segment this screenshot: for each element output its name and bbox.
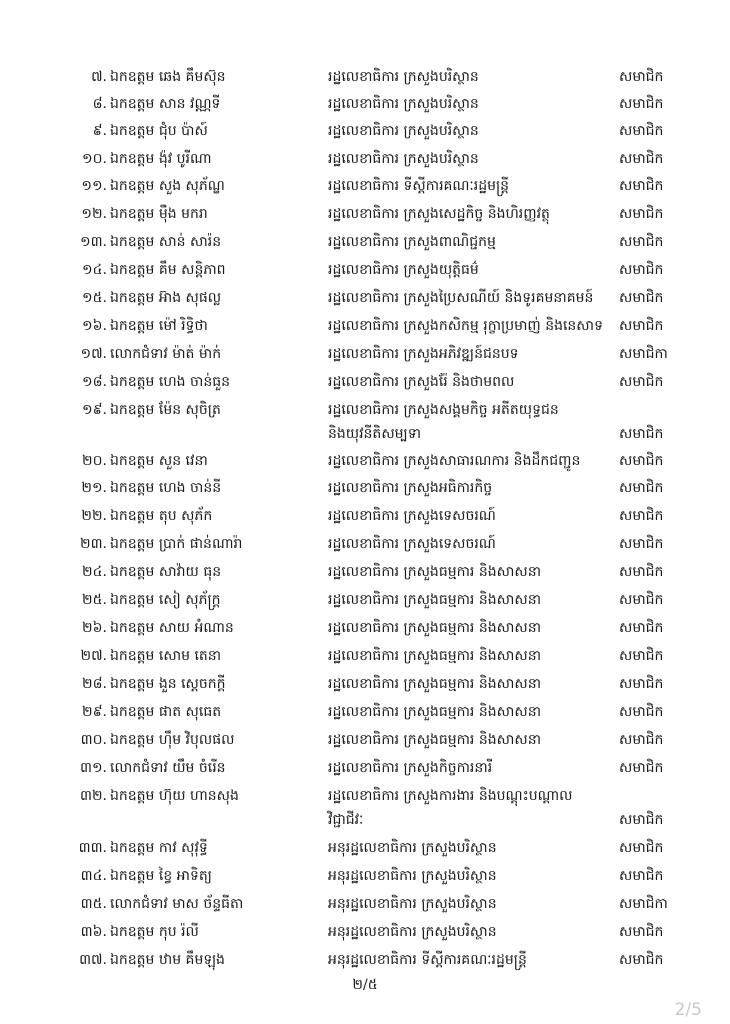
member-position: រដ្ឋលេខាធិការ ក្រសួងរ៉ែ និងថាមពល <box>328 374 515 390</box>
item-number: ១៧. <box>80 346 107 362</box>
list-item <box>0 173 730 199</box>
member-name: ឯកឧត្តម ឆេង គឹមស៊ុន <box>110 69 226 85</box>
member-status: សមាជិក <box>619 426 664 442</box>
item-number: ២៨. <box>82 676 107 692</box>
member-status: សមាជិក <box>619 480 664 496</box>
member-name: ឯកឧត្តម តុប សុភ័ក <box>110 508 213 524</box>
member-position: អនុរដ្ឋលេខាធិការ ទីស្តីការគណៈរដ្ឋមន្ត្រី <box>328 952 527 968</box>
list-item <box>0 919 730 945</box>
list-item <box>0 285 730 311</box>
member-name: ឯកឧត្តម សាន វណ្ណទី <box>110 96 221 112</box>
page-number: ២/៥ <box>352 977 378 993</box>
item-number: ៩. <box>92 123 107 139</box>
list-item <box>0 783 730 809</box>
item-number: ៣៧. <box>79 952 107 968</box>
item-number: ១៤. <box>82 262 107 278</box>
item-number: ៣០. <box>80 732 107 748</box>
member-name: ឯកឧត្តម ង៉ុវ បូរីណា <box>110 151 212 167</box>
member-position: រដ្ឋលេខាធិការ ក្រសួងធម្មការ និងសាសនា <box>328 592 542 608</box>
member-name: លោកជំទាវ មាស ច័ន្ទធីតា <box>110 896 244 912</box>
item-number: ៣២. <box>79 788 107 804</box>
member-status: សមាជិក <box>619 840 664 856</box>
member-position: រដ្ឋលេខាធិការ ក្រសួងសេដ្ឋកិច្ច និងហិរញ្ញវត្ថុ <box>328 206 550 222</box>
member-position: អនុរដ្ឋលេខាធិការ ក្រសួងបរិស្ថាន <box>328 868 497 884</box>
list-item <box>0 699 730 725</box>
member-position: រដ្ឋលេខាធិការ ក្រសួងបរិស្ថាន <box>328 69 479 85</box>
item-number: ៣៦. <box>80 924 107 940</box>
list-item <box>0 341 730 367</box>
member-position: រដ្ឋលេខាធិការ ក្រសួងទេសចរណ៍ <box>328 536 496 552</box>
item-number: ២០. <box>82 453 107 469</box>
member-position: អនុរដ្ឋលេខាធិការ ក្រសួងបរិស្ថាន <box>328 840 497 856</box>
member-status: សមាជិក <box>619 374 664 390</box>
member-name: ឯកឧត្តម សោម តេនា <box>110 648 222 664</box>
member-name: ឯកឧត្តម ប្រាក់ ផាន់ណារ៉ា <box>110 536 243 552</box>
member-status: សមាជិក <box>619 96 664 112</box>
list-item <box>0 313 730 339</box>
list-item <box>0 531 730 557</box>
member-name: ឯកឧត្តម ខ្វៃ អាទិត្យ <box>110 868 212 884</box>
member-name: ឯកឧត្តម ហុឹម វិបុលផល <box>110 732 235 748</box>
item-number: ១៦. <box>82 318 107 334</box>
member-status: សមាជិក <box>619 732 664 748</box>
list-item <box>0 947 730 973</box>
member-name: ឯកឧត្តម មុឺង មករា <box>110 206 208 222</box>
member-status: សមាជិក <box>619 564 664 580</box>
item-number: ២៤. <box>82 564 107 580</box>
member-name: ឯកឧត្តម ហ៊ុយ ហានសុង <box>110 788 239 804</box>
member-name: ឯកឧត្តម សួង សុភ័ណ្ឌ <box>110 178 225 194</box>
list-item <box>0 421 730 447</box>
list-item <box>0 448 730 474</box>
member-name: ឯកឧត្តម សួន វេនា <box>110 453 208 469</box>
member-name: ឯកឧត្តម កាវ សុវុទ្ធី <box>110 840 208 856</box>
item-number: ៣៤. <box>80 868 107 884</box>
member-position: រដ្ឋលេខាធិការ ក្រសួងអភិវឌ្ឍន៍ជនបទ <box>328 346 519 362</box>
member-name: ឯកឧត្តម ហេង ចាន់ធួន <box>110 374 230 390</box>
list-item <box>0 587 730 613</box>
list-item <box>0 118 730 144</box>
member-position: រដ្ឋលេខាធិការ ក្រសួងការងារ និងបណ្តុះបណ្តាល <box>328 788 573 804</box>
member-status: សមាជិក <box>619 69 664 85</box>
item-number: ២៩. <box>82 704 107 720</box>
member-position: រដ្ឋលេខាធិការ ក្រសួងបរិស្ថាន <box>328 123 479 139</box>
member-name: ឯកឧត្តម ផាត សុធេត <box>110 704 222 720</box>
member-position: វិជ្ជាជីវៈ <box>328 812 364 828</box>
member-name: ឯកឧត្តម សាវ៉ាយ ធុន <box>110 564 222 580</box>
item-number: ១២. <box>81 206 107 222</box>
item-number: ២៥. <box>82 592 107 608</box>
item-number: ៣១. <box>79 760 107 776</box>
member-status: សមាជិក <box>619 234 664 250</box>
list-item <box>0 229 730 255</box>
member-status: សមាជិក <box>619 508 664 524</box>
list-item <box>0 643 730 669</box>
member-position: រដ្ឋលេខាធិការ ក្រសួងប្រៃសណីយ៍ និងទូរគមនាគមន៍ <box>328 290 594 306</box>
list-item <box>0 201 730 227</box>
member-position: រដ្ឋលេខាធិការ ក្រសួងធម្មការ និងសាសនា <box>328 620 542 636</box>
member-status: សមាជិក <box>619 536 664 552</box>
member-status: សមាជិក <box>619 648 664 664</box>
member-status: សមាជិក <box>619 178 664 194</box>
list-item <box>0 559 730 585</box>
member-status: សមាជិក <box>619 206 664 222</box>
member-status: សមាជិក <box>619 453 664 469</box>
list-item <box>0 146 730 172</box>
member-status: សមាជិកា <box>619 346 668 362</box>
member-status: សមាជិក <box>619 123 664 139</box>
list-item <box>0 671 730 697</box>
member-status: សមាជិក <box>619 592 664 608</box>
member-name: ឯកឧត្តម ឋាម គឹមឡុង <box>110 952 225 968</box>
member-name: ឯកឧត្តម អ៊ាង សុផល្ល <box>110 290 222 306</box>
member-position: រដ្ឋលេខាធិការ ក្រសួងកិច្ចការនារី <box>328 760 493 776</box>
list-item <box>0 369 730 395</box>
member-position: រដ្ឋលេខាធិការ ក្រសួងយុត្តិធម៌ <box>328 262 479 278</box>
list-item <box>0 863 730 889</box>
list-item <box>0 755 730 781</box>
list-item <box>0 807 730 833</box>
member-name: ឯកឧត្តម ហេង ចាន់នី <box>110 480 222 496</box>
member-position: រដ្ឋលេខាធិការ ក្រសួងទេសចរណ៍ <box>328 508 496 524</box>
item-number: ១៥. <box>82 290 107 306</box>
member-status: សមាជិក <box>619 262 664 278</box>
member-position: រដ្ឋលេខាធិការ ក្រសួងបរិស្ថាន <box>328 96 479 112</box>
member-status: សមាជិក <box>619 760 664 776</box>
member-status: សមាជិក <box>619 924 664 940</box>
member-position: រដ្ឋលេខាធិការ ក្រសួងអធិការកិច្ច <box>328 480 493 496</box>
member-position: រដ្ឋលេខាធិការ ទីស្តីការគណៈរដ្ឋមន្ត្រី <box>328 178 510 194</box>
member-position: រដ្ឋលេខាធិការ ក្រសួងធម្មការ និងសាសនា <box>328 704 542 720</box>
member-name: ឯកឧត្តម កុប រ៉លី <box>110 924 199 940</box>
member-status: សមាជិក <box>619 868 664 884</box>
member-position: រដ្ឋលេខាធិការ ក្រសួងធម្មការ និងសាសនា <box>328 676 542 692</box>
list-item <box>0 397 730 423</box>
member-position: រដ្ឋលេខាធិការ ក្រសួងសង្គមកិច្ច អតីតយុទ្ធជន <box>328 402 559 418</box>
member-name: ឯកឧត្តម ជុំប ប៉ាស៍ <box>110 123 208 139</box>
item-number: ២៧. <box>80 648 107 664</box>
list-item <box>0 475 730 501</box>
member-name: ឯកឧត្តម ម៉ែន សុចិត្រ <box>110 402 221 418</box>
member-status: សមាជិក <box>619 620 664 636</box>
member-position: និងយុវនីតិសម្បទា <box>328 426 422 442</box>
member-position: អនុរដ្ឋលេខាធិការ ក្រសួងបរិស្ថាន <box>328 896 497 912</box>
member-name: ឯកឧត្តម គឹម សន្តិភាព <box>110 262 226 278</box>
item-number: ១០. <box>82 151 107 167</box>
member-position: អនុរដ្ឋលេខាធិការ ក្រសួងបរិស្ថាន <box>328 924 497 940</box>
member-position: រដ្ឋលេខាធិការ ក្រសួងបរិស្ថាន <box>328 151 479 167</box>
member-position: រដ្ឋលេខាធិការ ក្រសួងធម្មការ និងសាសនា <box>328 648 542 664</box>
member-position: រដ្ឋលេខាធិការ ក្រសួងសាធារណការ និងដឹកជញ្ជូន <box>328 453 581 469</box>
list-item <box>0 64 730 90</box>
item-number: ១៣. <box>79 234 107 250</box>
item-number: ៣៥. <box>80 896 107 912</box>
member-status: សមាជិក <box>619 952 664 968</box>
item-number: ២៣. <box>79 536 107 552</box>
member-status: សមាជិក <box>619 812 664 828</box>
list-item <box>0 891 730 917</box>
list-item <box>0 835 730 861</box>
member-position: រដ្ឋលេខាធិការ ក្រសួងពាណិជ្ជកម្ម <box>328 234 496 250</box>
item-number: ១១. <box>81 178 107 194</box>
list-item <box>0 615 730 641</box>
list-item <box>0 727 730 753</box>
member-status: សមាជិកា <box>619 896 668 912</box>
member-position: រដ្ឋលេខាធិការ ក្រសួងកសិកម្ម រុក្ខាប្រមាញ់ និងនេសាទ <box>328 318 603 334</box>
item-number: ២៦. <box>82 620 107 636</box>
item-number: ១៩. <box>82 402 107 418</box>
member-name: ឯកឧត្តម សាយ អំណាន <box>110 620 234 636</box>
viewer-page-counter[interactable]: 2/5 <box>674 1000 702 1020</box>
member-name: លោកជំទាវ ម៉ាត់ ម៉ាក់ <box>110 346 222 362</box>
item-number: ២២. <box>81 508 107 524</box>
member-status: សមាជិក <box>619 704 664 720</box>
member-name: ឯកឧត្តម សៀ សុភ័ក្ត្រ <box>110 592 221 608</box>
item-number: ២១. <box>81 480 107 496</box>
list-item <box>0 503 730 529</box>
member-name: ឯកឧត្តម សាន់ សារ៉ន <box>110 234 222 250</box>
item-number: ៧. <box>91 69 107 85</box>
item-number: ៨. <box>92 96 107 112</box>
item-number: ៣៣. <box>78 840 107 856</box>
member-position: រដ្ឋលេខាធិការ ក្រសួងធម្មការ និងសាសនា <box>328 564 542 580</box>
item-number: ១៨. <box>82 374 107 390</box>
member-name: ឯកឧត្តម ម៉ៅ រិទ្ធិថា <box>110 318 208 334</box>
member-status: សមាជិក <box>619 151 664 167</box>
member-position: រដ្ឋលេខាធិការ ក្រសួងធម្មការ និងសាសនា <box>328 732 542 748</box>
list-item <box>0 91 730 117</box>
member-name: លោកជំទាវ យឹម ចំរើន <box>110 760 226 776</box>
member-status: សមាជិក <box>619 676 664 692</box>
member-status: សមាជិក <box>619 318 664 334</box>
member-name: ឯកឧត្តម ងួន ស្តេចកក្តី <box>110 676 226 692</box>
list-item <box>0 257 730 283</box>
member-status: សមាជិក <box>619 290 664 306</box>
